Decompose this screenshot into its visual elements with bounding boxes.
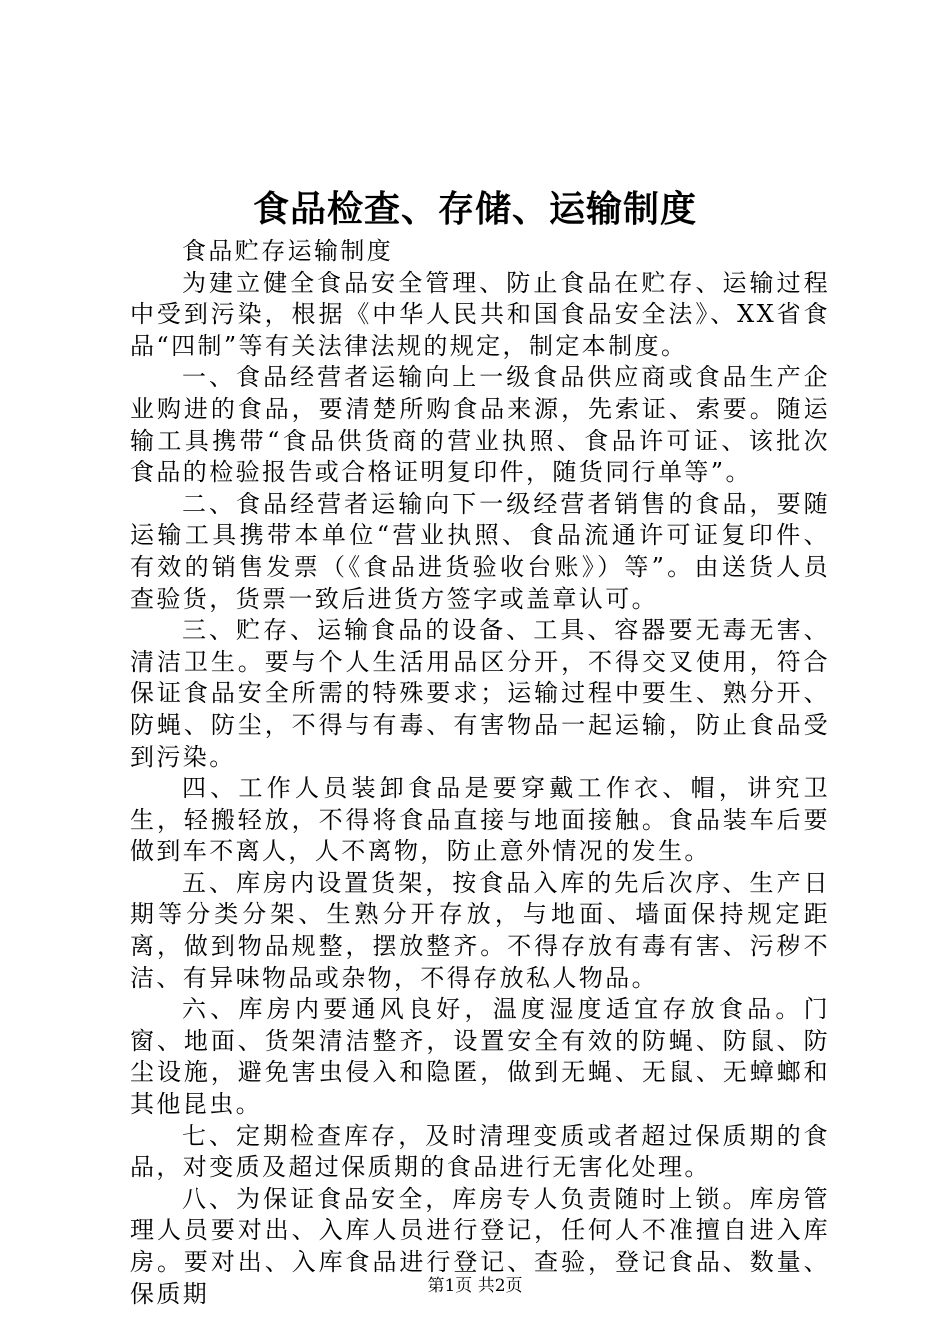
paragraph-8: 八、为保证食品安全，库房专人负责随时上锁。库房管理人员要对出、入库人员进行登记，任何人不准擅自进入库房。要对出、入库食品进行登记、查验，登记食品、数量、保质期 bbox=[130, 1184, 830, 1308]
page-footer: 第1页 共2页 bbox=[427, 1276, 523, 1296]
document-title: 食品检查、存储、运输制度 bbox=[252, 188, 697, 230]
paragraph-5: 五、库房内设置货架，按食品入库的先后次序、生产日期等分类分架、生熟分开存放，与地面、墙面保持规定距离，做到物品规整，摆放整齐。不得存放有毒有害、污秽不洁、有异味物品或杂物，不得存放私人物品。 bbox=[130, 868, 830, 992]
paragraph-6: 六、库房内要通风良好，温度湿度适宜存放食品。门窗、地面、货架清洁整齐，设置安全有效的防蝇、防鼠、防尘设施，避免害虫侵入和隐匿，做到无蝇、无鼠、无蟑螂和其他昆虫。 bbox=[130, 995, 830, 1119]
paragraph-intro: 为建立健全食品安全管理、防止食品在贮存、运输过程中受到污染，根据《中华人民共和国食品安全法》、XX省食品“四制”等有关法律法规的规定，制定本制度。 bbox=[130, 268, 830, 360]
paragraph-7: 七、定期检查库存，及时清理变质或者超过保质期的食品，对变质及超过保质期的食品进行无害化处理。 bbox=[130, 1121, 830, 1182]
paragraph-subtitle: 食品贮存运输制度 bbox=[182, 237, 394, 265]
paragraph-1: 一、食品经营者运输向上一级食品供应商或食品生产企业购进的食品，要清楚所购食品来源，先索证、索要。随运输工具携带“食品供货商的营业执照、食品许可证、该批次食品的检验报告或合格证明复印件，随货同行单等”。 bbox=[130, 363, 830, 487]
paragraph-2: 二、食品经营者运输向下一级经营者销售的食品，要随运输工具携带本单位“营业执照、食品流通许可证复印件、有效的销售发票（《食品进货验收台账》）等”。由送货人员查验货，货票一致后进货方签字或盖章认可。 bbox=[130, 489, 830, 613]
paragraph-4: 四、工作人员装卸食品是要穿戴工作衣、帽，讲究卫生，轻搬轻放，不得将食品直接与地面接触。食品装车后要做到车不离人，人不离物，防止意外情况的发生。 bbox=[130, 774, 830, 866]
paragraph-3: 三、贮存、运输食品的设备、工具、容器要无毒无害、清洁卫生。要与个人生活用品区分开，不得交叉使用，符合保证食品安全所需的特殊要求；运输过程中要生、熟分开、防蝇、防尘，不得与有毒、有害物品一起运输，防止食品受到污染。 bbox=[130, 616, 830, 771]
document-body bbox=[130, 236, 830, 1310]
